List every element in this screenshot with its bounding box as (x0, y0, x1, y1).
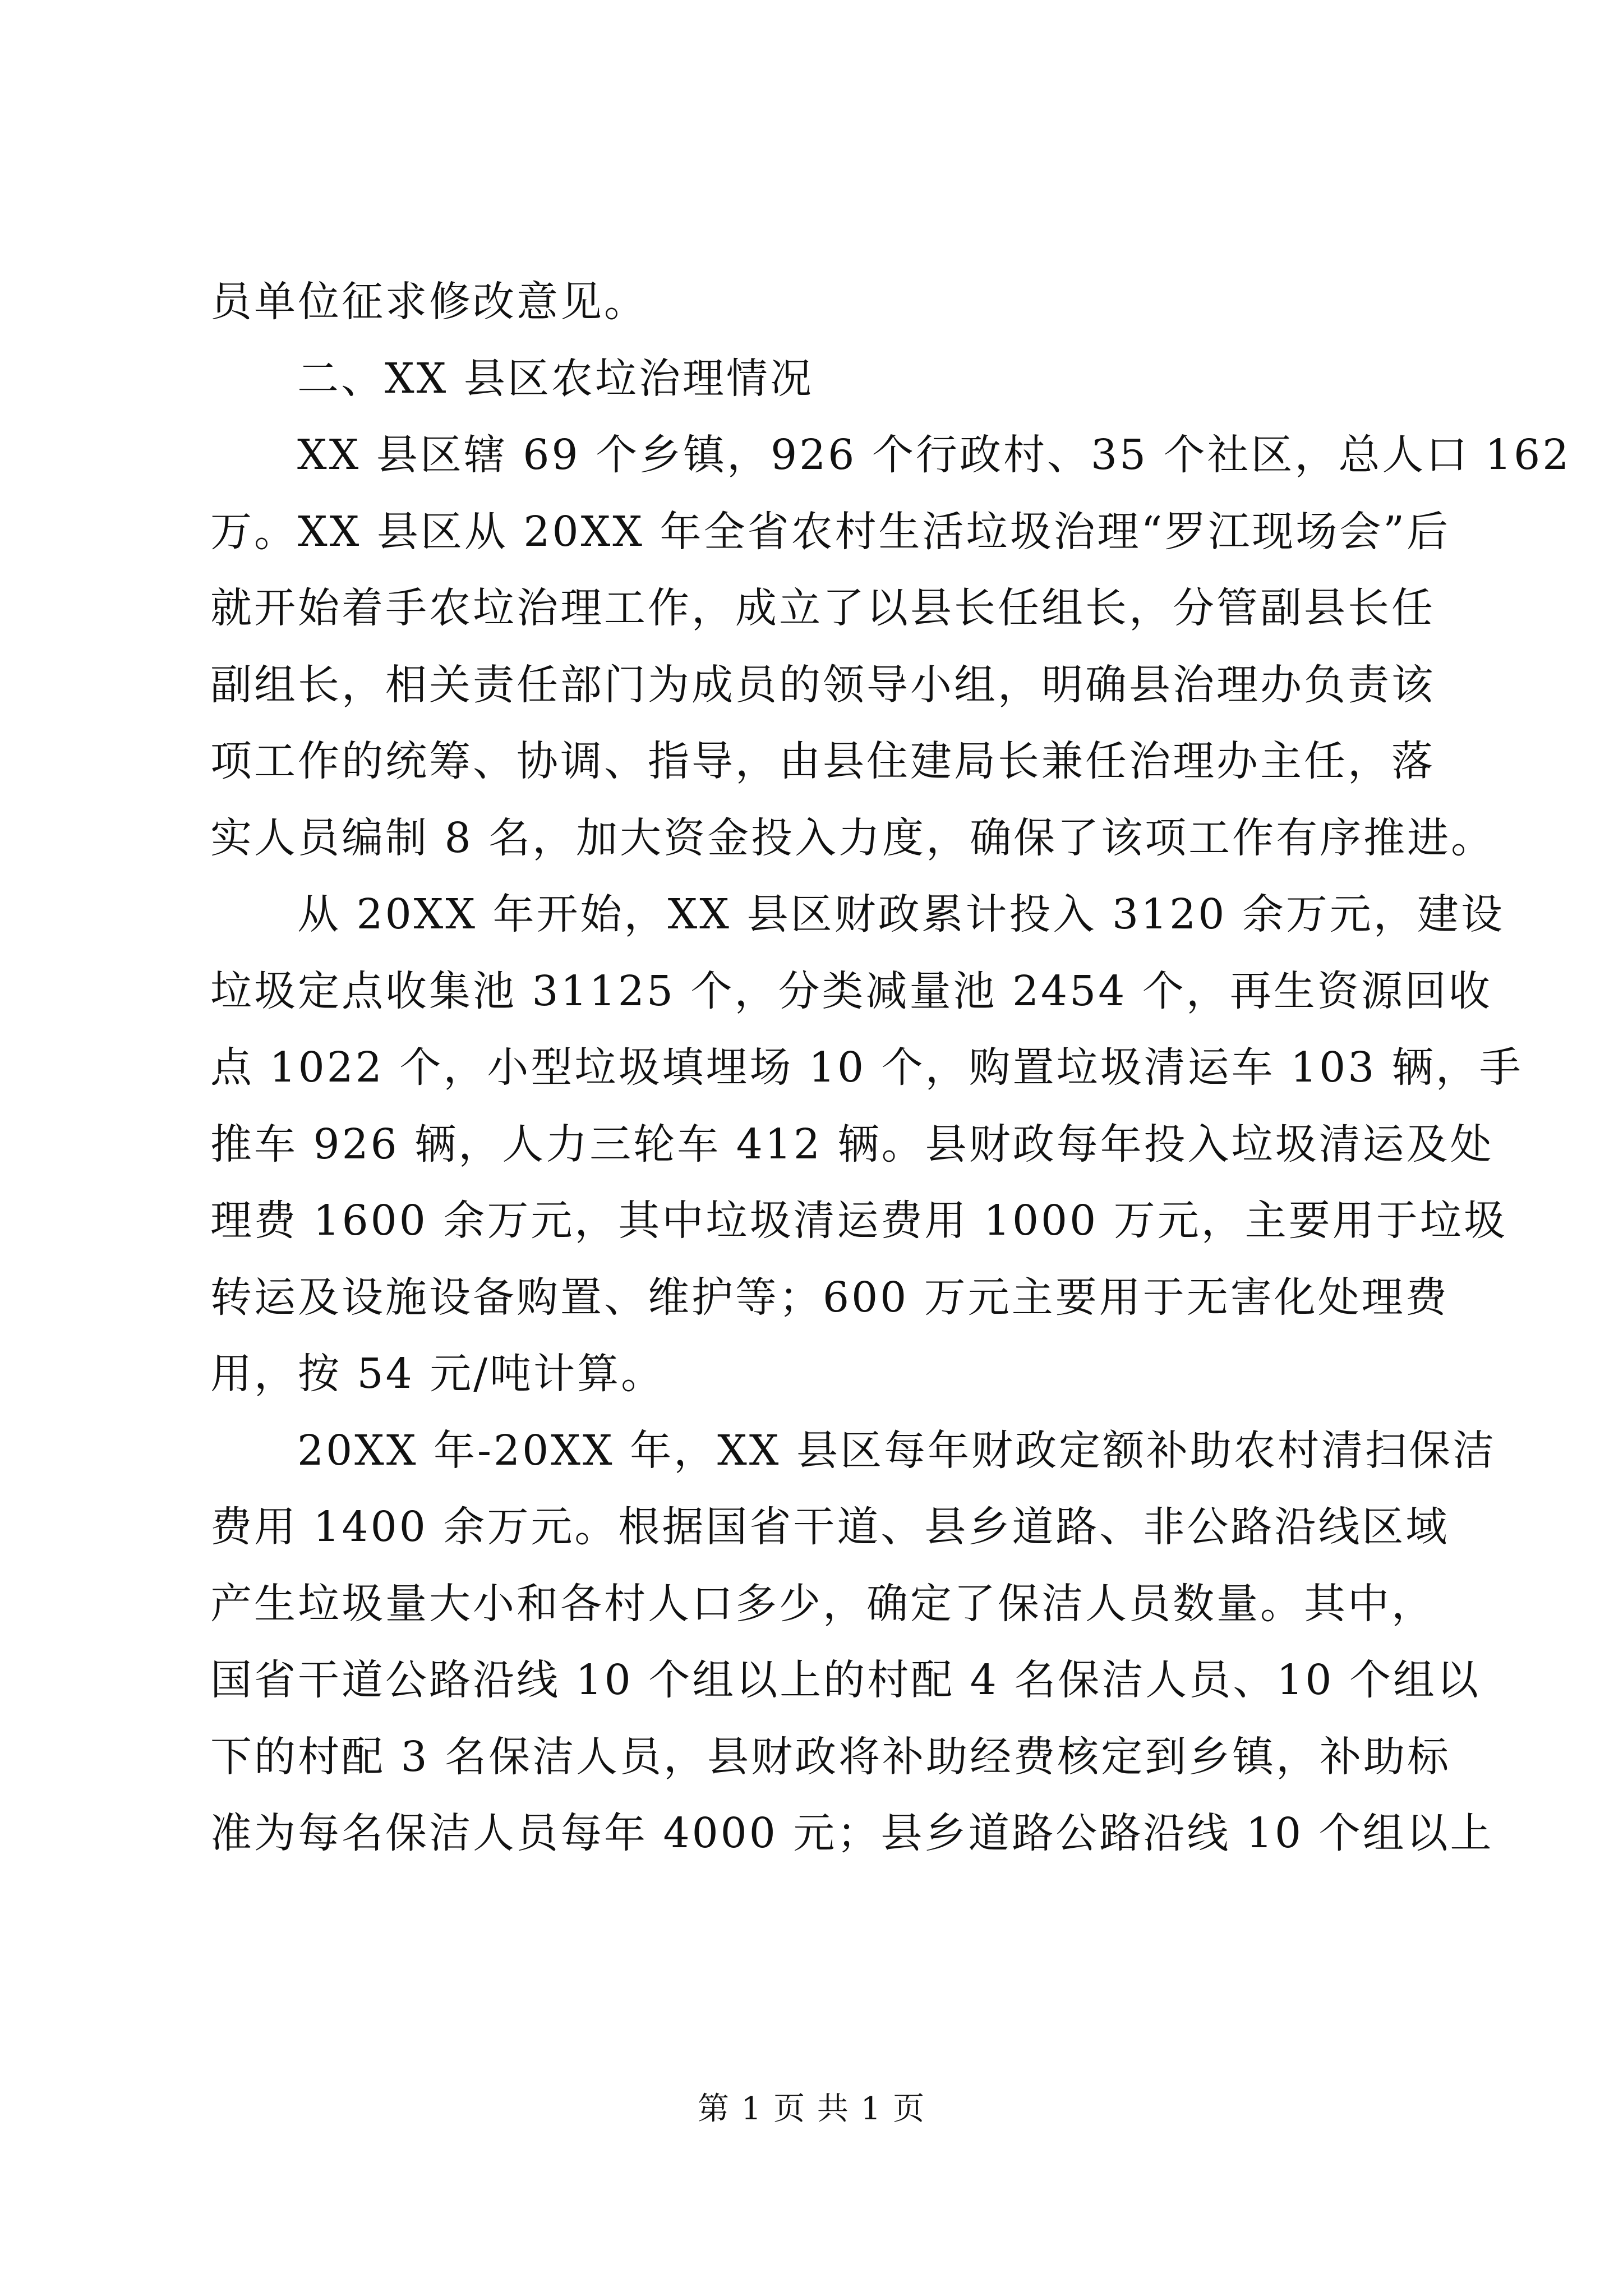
text-line: 推车 926 辆，人力三轮车 412 辆。县财政每年投入垃圾清运及处 (210, 1120, 1494, 1168)
text-line: 准为每名保洁人员每年 4000 元；县乡道路公路沿线 10 个组以上 (210, 1809, 1494, 1857)
document-body (210, 264, 1571, 1872)
text-line: 点 1022 个，小型垃圾填埋场 10 个，购置垃圾清运车 103 辆，手 (210, 1043, 1523, 1092)
text-line: 项工作的统筹、协调、指导，由县住建局长兼任治理办主任，落 (210, 737, 1435, 785)
text-line: 费用 1400 余万元。根据国省干道、县乡道路、非公路沿线区域 (210, 1503, 1450, 1551)
text-line: 万。XX 县区从 20XX 年全省农村生活垃圾治理“罗江现场会”后 (210, 507, 1451, 556)
text-line: 垃圾定点收集池 31125 个，分类减量池 2454 个，再生资源回收 (210, 967, 1492, 1015)
text-line: 就开始着手农垃治理工作，成立了以县长任组长，分管副县长任 (210, 584, 1435, 632)
text-line: 国省干道公路沿线 10 个组以上的村配 4 名保洁人员、10 个组以 (210, 1656, 1481, 1704)
text-line: 实人员编制 8 名，加大资金投入力度，确保了该项工作有序推进。 (210, 813, 1495, 862)
text-line: 转运及设施设备购置、维护等；600 万元主要用于无害化处理费 (210, 1273, 1449, 1322)
text-line: XX 县区辖 69 个乡镇，926 个行政村、35 个社区，总人口 162 (297, 431, 1571, 479)
text-line: 理费 1600 余万元，其中垃圾清运费用 1000 万元，主要用于垃圾 (210, 1197, 1507, 1245)
text-line: 用，按 54 元/吨计算。 (210, 1350, 665, 1398)
text-line: 从 20XX 年开始，XX 县区财政累计投入 3120 余万元，建设 (297, 890, 1505, 938)
page-number-footer: 第 1 页 共 1 页 (697, 2091, 926, 2127)
text-line: 20XX 年-20XX 年，XX 县区每年财政定额补助农村清扫保洁 (297, 1426, 1496, 1475)
text-line: 副组长，相关责任部门为成员的领导小组，明确县治理办负责该 (210, 660, 1435, 709)
text-line: 员单位征求修改意见。 (210, 278, 648, 326)
text-line: 产生垃圾量大小和各村人口多少，确定了保洁人员数量。其中， (210, 1579, 1435, 1628)
section-heading: 二、XX 县区农垃治理情况 (297, 354, 814, 403)
text-line: 下的村配 3 名保洁人员，县财政将补助经费核定到乡镇，补助标 (210, 1732, 1451, 1781)
